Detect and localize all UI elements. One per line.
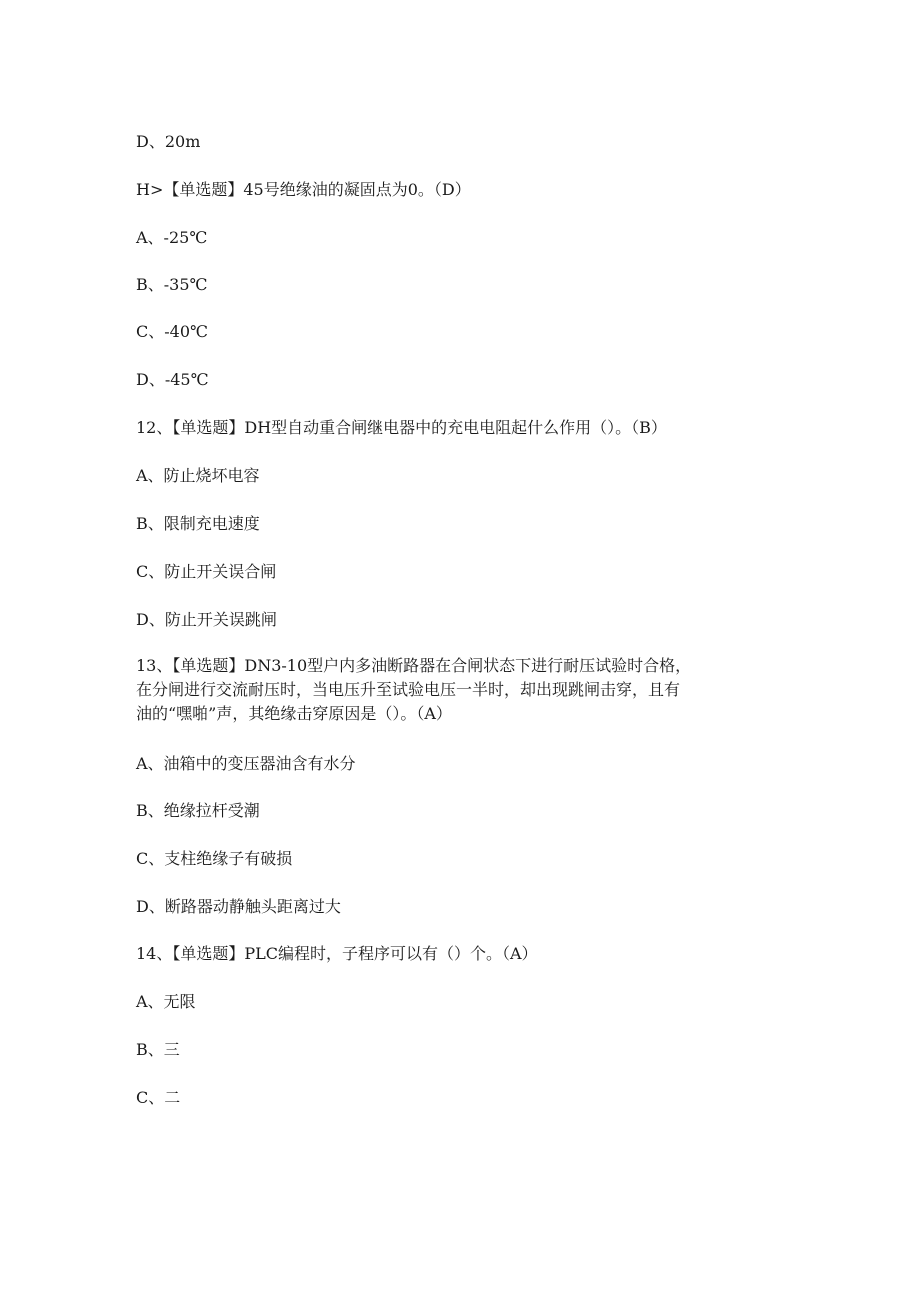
question-12-option-d: D、防止开关误跳闸 bbox=[136, 610, 277, 629]
question-12-option-c: C、防止开关误合闸 bbox=[136, 562, 277, 581]
question-12-option-b: B、限制充电速度 bbox=[136, 514, 260, 533]
question-12-text: 12、【单选题】DH型自动重合闸继电器中的充电电阻起什么作用（）。（B） bbox=[136, 418, 667, 437]
question-13-option-d: D、断路器动静触头距离过大 bbox=[136, 897, 341, 916]
question-14-option-c: C、二 bbox=[136, 1088, 181, 1107]
question-13-line-3: 油的“嘿啪”声，其绝缘击穿原因是（）。（A） bbox=[136, 704, 452, 723]
question-11-text: H>【单选题】45号绝缘油的凝固点为0。（D） bbox=[136, 180, 471, 199]
question-11-option-d: D、-45℃ bbox=[136, 370, 209, 389]
question-11-option-c: C、-40℃ bbox=[136, 322, 208, 341]
question-14-option-a: A、无限 bbox=[136, 992, 196, 1011]
question-11-option-b: B、-35℃ bbox=[136, 275, 208, 294]
question-12-option-a: A、防止烧坏电容 bbox=[136, 466, 260, 485]
question-13-line-1: 13、【单选题】DN3-10型户内多油断路器在合闸状态下进行耐压试验时合格， bbox=[136, 656, 692, 675]
question-11-option-a: A、-25℃ bbox=[136, 228, 208, 247]
question-13-option-a: A、油箱中的变压器油含有水分 bbox=[136, 754, 356, 773]
question-13-line-2: 在分闸进行交流耐压时，当电压升至试验电压一半时，却出现跳闸击穿，且有 bbox=[136, 680, 681, 699]
question-13-option-c: C、支柱绝缘子有破损 bbox=[136, 849, 293, 868]
question-14-option-b: B、三 bbox=[136, 1040, 180, 1059]
option-d-prev: D、20m bbox=[136, 132, 201, 151]
question-13-option-b: B、绝缘拉杆受潮 bbox=[136, 801, 260, 820]
question-13-text bbox=[136, 654, 776, 726]
question-14-text: 14、【单选题】PLC编程时，子程序可以有（）个。（A） bbox=[136, 944, 538, 963]
